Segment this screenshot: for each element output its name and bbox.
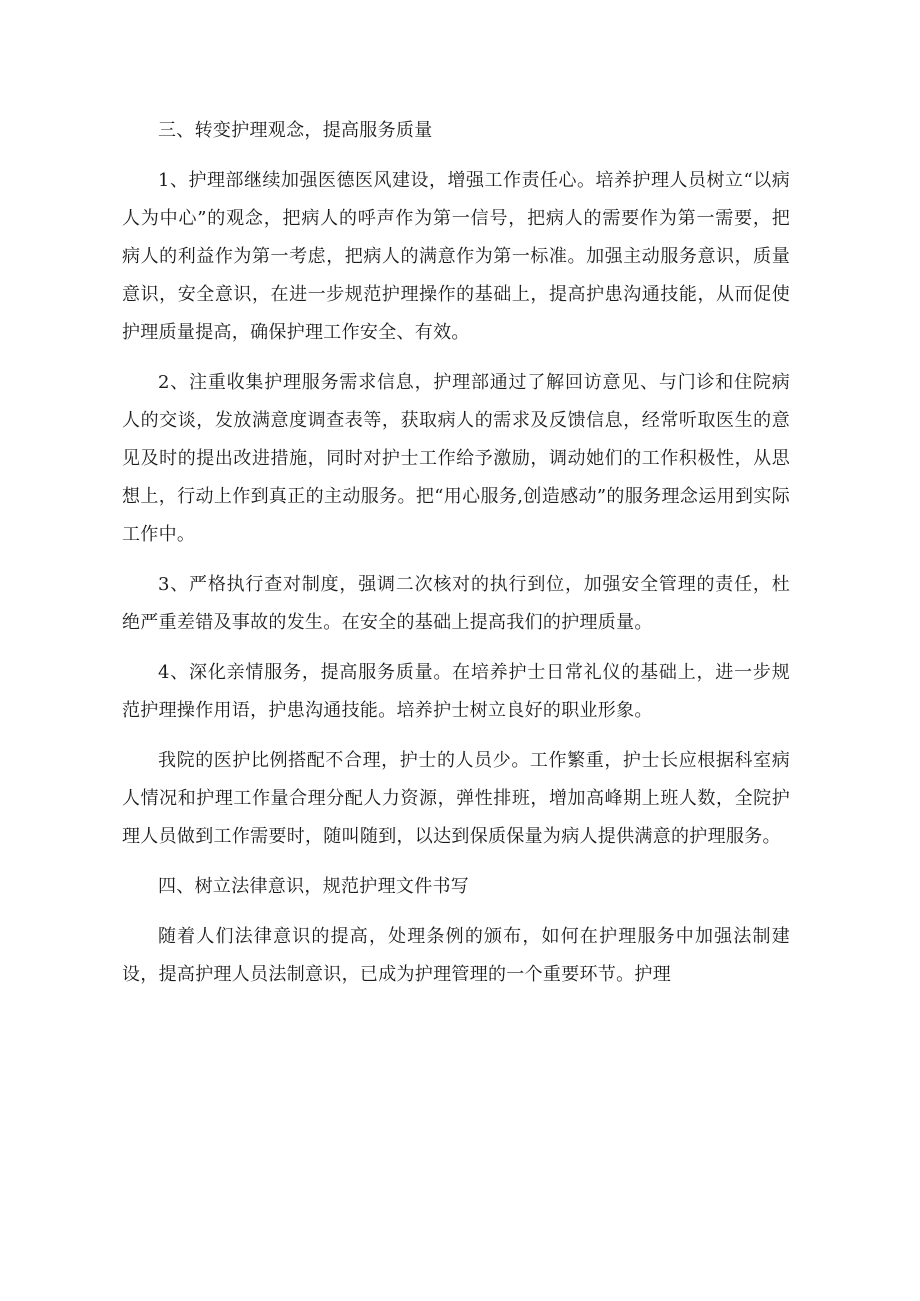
paragraph-1: 1、护理部继续加强医德医风建设，增强工作责任心。培养护理人员树立“以病人为中心”的观念，把病人的呼声作为第一信号，把病人的需要作为第一需要，把病人的利益作为第一考虑，把病人的满意作为第一标准。加强主动服务意识，质量意识，安全意识，在进一步规范护理操作的基础上，提高护患沟通技能，从而促使护理质量提高，确保护理工作安全、有效。: [122, 170, 790, 343]
section-heading-3: 三、转变护理观念，提高服务质量: [158, 120, 433, 141]
paragraph-4: 4、深化亲情服务，提高服务质量。在培养护士日常礼仪的基础上，进一步规范护理操作用语，护患沟通技能。培养护士树立良好的职业形象。: [122, 662, 790, 721]
paragraph-legal: 随着人们法律意识的提高，处理条例的颁布，如何在护理服务中加强法制建设，提高护理人员法制意识，已成为护理管理的一个重要环节。护理: [122, 926, 790, 985]
paragraph-staffing: 我院的医护比例搭配不合理，护士的人员少。工作繁重，护士长应根据科室病人情况和护理工作量合理分配人力资源，弹性排班，增加高峰期上班人数，全院护理人员做到工作需要时，随叫随到，以达到保质保量为病人提供满意的护理服务。: [122, 750, 790, 847]
paragraph-2: 2、注重收集护理服务需求信息，护理部通过了解回访意见、与门诊和住院病人的交谈，发放满意度调查表等，获取病人的需求及反馈信息，经常听取医生的意见及时的提出改进措施，同时对护士工作给予激励，调动她们的工作积极性，从思想上，行动上作到真正的主动服务。把“用心服务,创造感动”的服务理念运用到实际工作中。: [122, 372, 790, 545]
document-body: [122, 112, 790, 1006]
paragraph-3: 3、严格执行查对制度，强调二次核对的执行到位，加强安全管理的责任，杜绝严重差错及事故的发生。在安全的基础上提高我们的护理质量。: [122, 574, 790, 633]
section-heading-4: 四、树立法律意识，规范护理文件书写: [158, 876, 470, 897]
